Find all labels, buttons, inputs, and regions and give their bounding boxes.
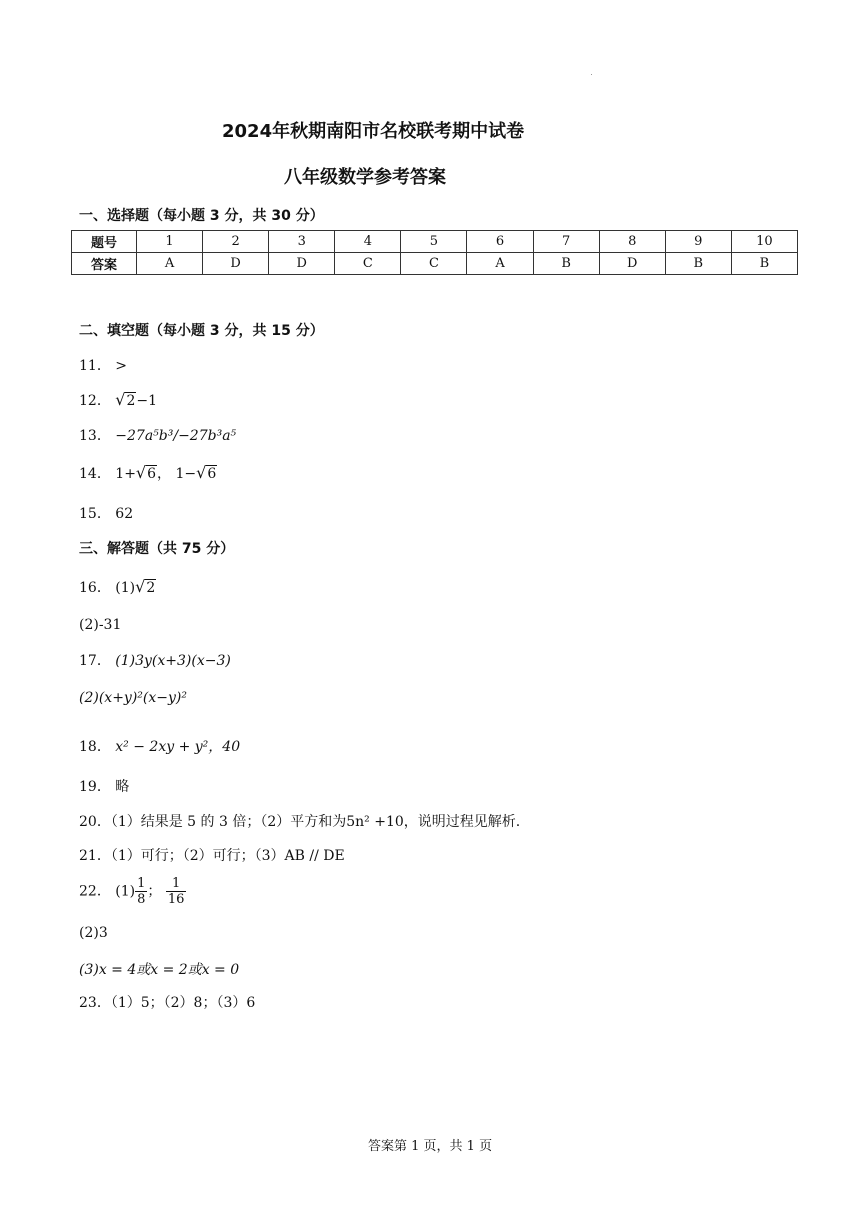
question-number: 15． xyxy=(79,506,111,522)
table-cell-number: 8 xyxy=(599,231,665,253)
part-label: (1) xyxy=(115,580,136,596)
row-label-number: 题号 xyxy=(72,231,137,253)
answer-14 xyxy=(79,463,217,483)
answer-text: −1 xyxy=(136,393,158,409)
answer-text: (1)3y(x+3)(x−3) xyxy=(115,653,231,669)
numerator: 1 xyxy=(137,876,146,891)
table-cell-answer: A xyxy=(137,253,203,275)
table-cell-number: 7 xyxy=(533,231,599,253)
answer-text: 1+ xyxy=(115,466,136,482)
sqrt-expression: √6 xyxy=(135,463,157,482)
question-number: 19． xyxy=(79,779,111,795)
table-cell-number: 4 xyxy=(335,231,401,253)
question-number: 18． xyxy=(79,739,111,755)
question-number: 17． xyxy=(79,653,111,669)
row-label-answer: 答案 xyxy=(72,253,137,275)
table-cell-number: 3 xyxy=(269,231,335,253)
answer-text: −27a⁵b³/−27b³a⁵ xyxy=(115,428,237,444)
separator: ， xyxy=(157,466,172,482)
answer-11 xyxy=(79,355,127,375)
answer-18 xyxy=(79,736,240,756)
part-label: (1) xyxy=(115,883,136,900)
radicand: 2 xyxy=(126,393,136,409)
table-cell-number: 1 xyxy=(137,231,203,253)
table-cell-answer: A xyxy=(467,253,533,275)
answer-text: 1− xyxy=(175,466,197,482)
section-fill-heading: 二、填空题（每小题 3 分，共 15 分） xyxy=(79,323,324,339)
question-number: 21． xyxy=(79,848,111,864)
question-number: 16． xyxy=(79,580,111,596)
answer-text: > xyxy=(115,358,128,374)
table-cell-answer: B xyxy=(665,253,731,275)
answer-16-1 xyxy=(79,577,156,597)
table-cell-number: 5 xyxy=(401,231,467,253)
table-cell-answer: C xyxy=(401,253,467,275)
table-cell-answer: D xyxy=(599,253,665,275)
answer-16-2: (2)-31 xyxy=(79,617,122,633)
question-number: 12． xyxy=(79,393,111,409)
table-cell-number: 6 xyxy=(467,231,533,253)
answer-23 xyxy=(79,992,255,1012)
answer-20 xyxy=(79,811,520,831)
page-subtitle: 八年级数学参考答案 xyxy=(284,167,446,188)
radicand: 2 xyxy=(146,580,156,596)
answer-22-1 xyxy=(79,876,186,907)
answer-text: （1）结果是 5 的 3 倍；（2）平方和为5n² +10，说明过程见解析. xyxy=(110,814,521,830)
answer-21 xyxy=(79,845,345,865)
table-cell-number: 2 xyxy=(203,231,269,253)
table-row xyxy=(72,231,798,253)
page-footer: 答案第 1 页，共 1 页 xyxy=(368,1139,493,1154)
answer-text: x² − 2xy + y²，40 xyxy=(115,739,241,755)
radicand: 6 xyxy=(207,466,217,482)
table-cell-answer: C xyxy=(335,253,401,275)
answer-text: （1）5；（2）8；（3）6 xyxy=(110,995,256,1011)
radicand: 6 xyxy=(147,466,157,482)
denominator: 16 xyxy=(167,892,185,907)
speck xyxy=(591,74,592,75)
answer-table xyxy=(71,230,798,275)
numerator: 1 xyxy=(166,876,187,892)
table-cell-answer: D xyxy=(269,253,335,275)
answer-19 xyxy=(79,776,129,796)
sqrt-expression: √2 xyxy=(115,390,136,409)
sqrt-expression: √2 xyxy=(135,577,156,596)
answer-15 xyxy=(79,503,133,523)
answer-22-3: (3)x = 4或x = 2或x = 0 xyxy=(79,962,240,978)
question-number: 20． xyxy=(79,814,111,830)
question-number: 23． xyxy=(79,995,111,1011)
fraction xyxy=(166,876,187,907)
table-row xyxy=(72,253,798,275)
answer-text: 略 xyxy=(115,779,130,795)
answer-17-1 xyxy=(79,650,231,670)
question-number: 13． xyxy=(79,428,111,444)
answer-text: （1）可行；（2）可行；（3）AB // DE xyxy=(110,848,345,864)
answer-17-2: (2)(x+y)²(x−y)² xyxy=(79,690,187,706)
answer-13 xyxy=(79,425,236,445)
answer-22-2: (2)3 xyxy=(79,925,108,941)
question-number: 14． xyxy=(79,466,111,482)
sqrt-expression: √6 xyxy=(196,463,217,482)
answer-12 xyxy=(79,390,157,410)
fraction xyxy=(135,876,147,907)
separator: ； xyxy=(147,883,162,900)
page-title: 2024年秋期南阳市名校联考期中试卷 xyxy=(222,121,525,142)
table-cell-number: 9 xyxy=(665,231,731,253)
table-cell-answer: B xyxy=(731,253,797,275)
question-number: 11． xyxy=(79,358,111,374)
table-cell-answer: B xyxy=(533,253,599,275)
section-solve-heading: 三、解答题（共 75 分） xyxy=(79,541,235,557)
section-choice-heading: 一、选择题（每小题 3 分，共 30 分） xyxy=(79,208,324,224)
table-cell-answer: D xyxy=(203,253,269,275)
question-number: 22． xyxy=(79,883,111,900)
table-cell-number: 10 xyxy=(731,231,797,253)
denominator: 8 xyxy=(137,892,146,907)
answer-text: 62 xyxy=(115,506,134,522)
